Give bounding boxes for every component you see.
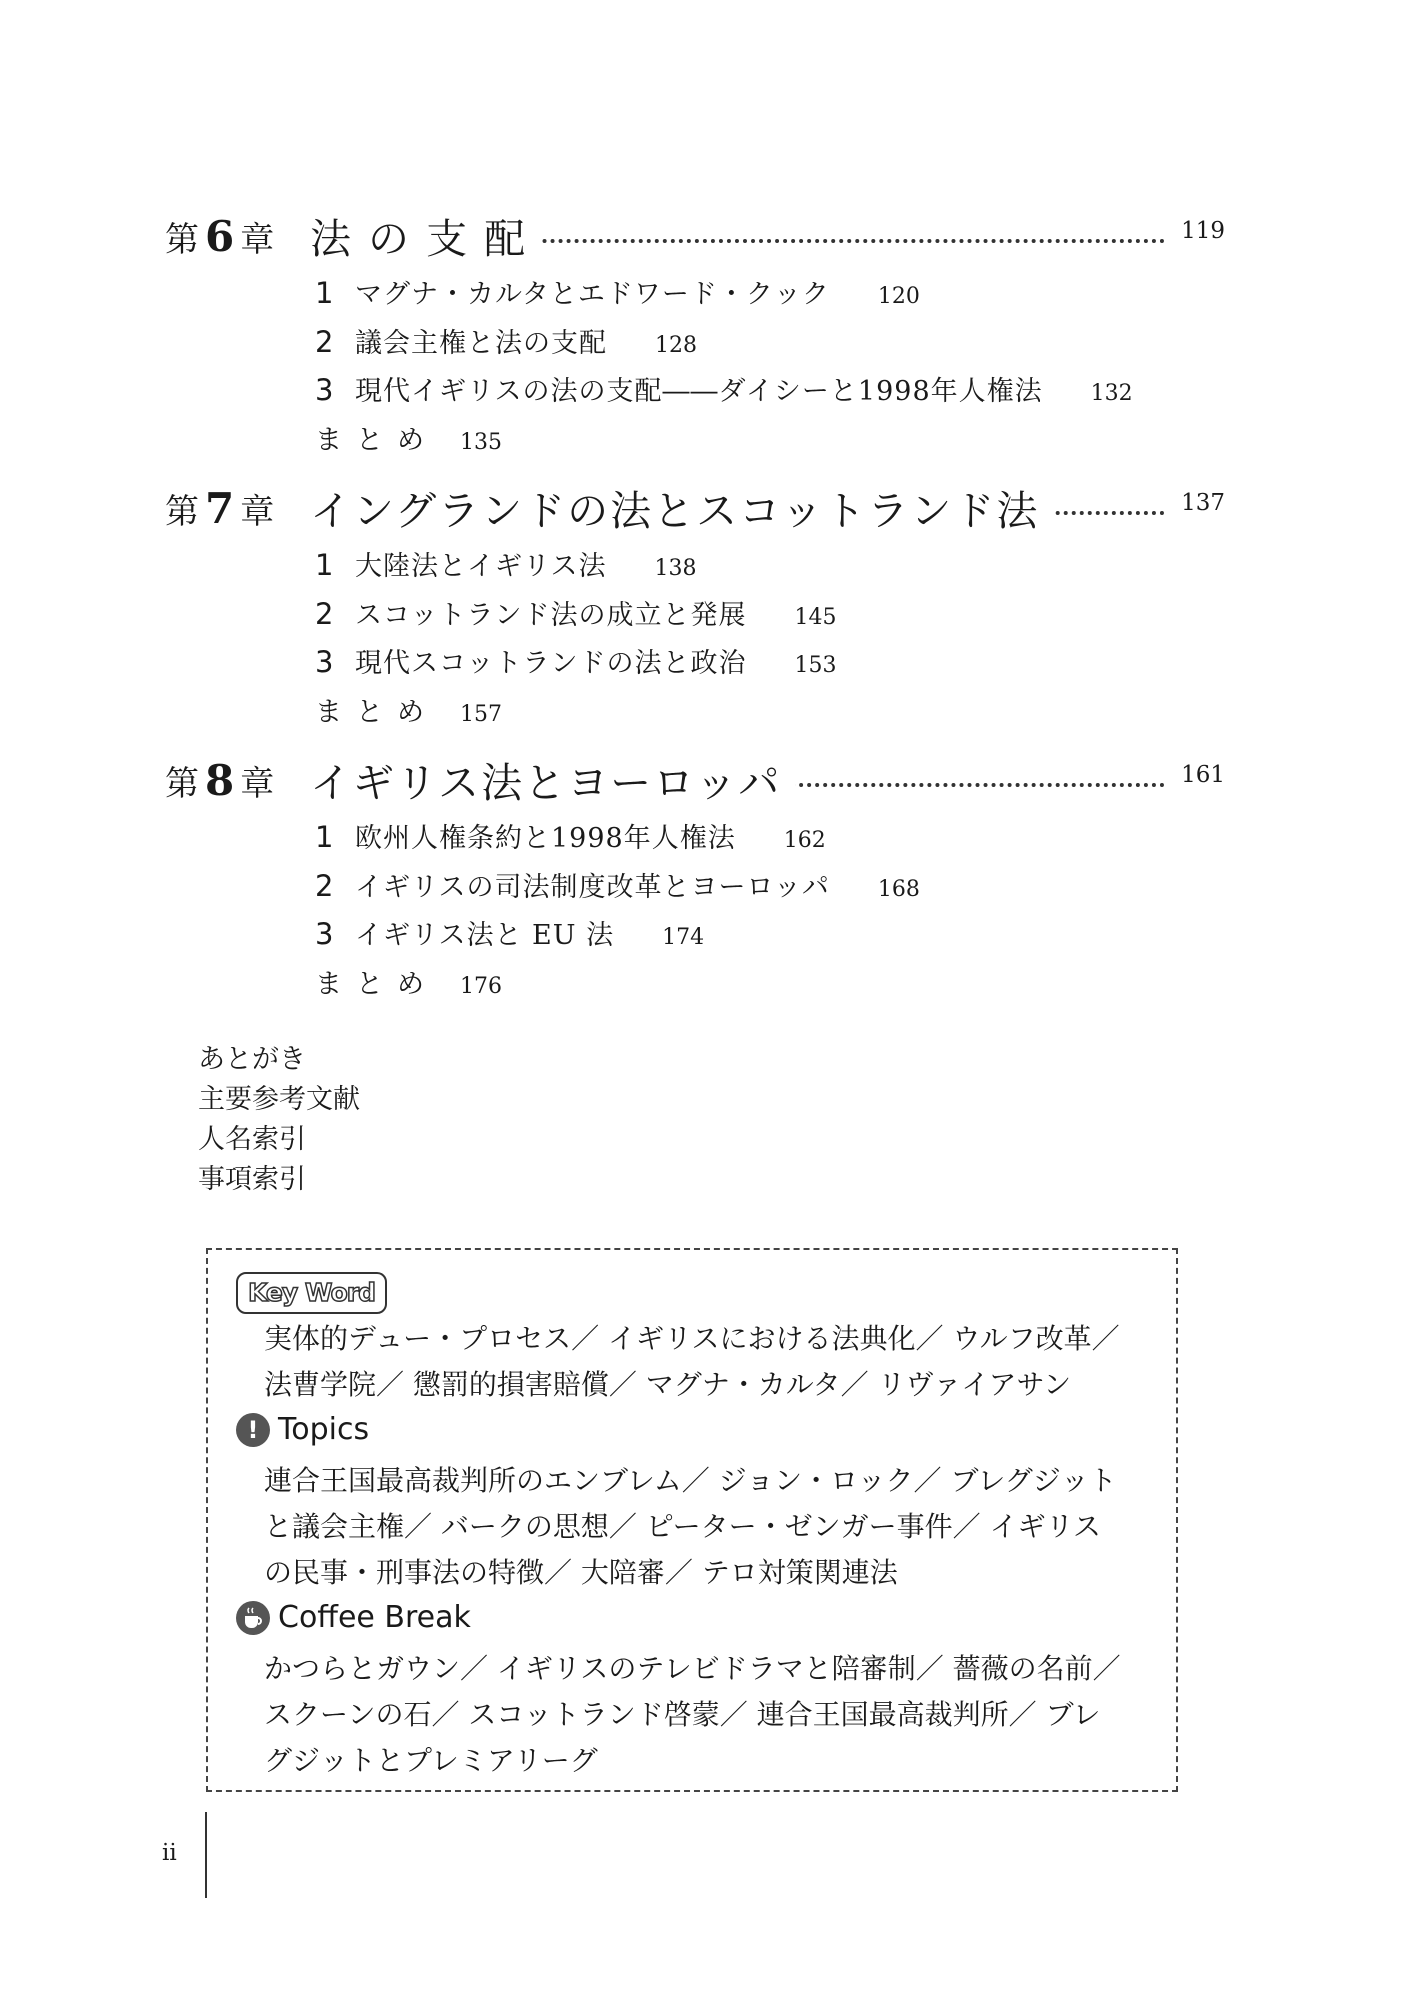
section-entry: 3 現代スコットランドの法と政治 153: [315, 645, 837, 679]
chapter-title: 法 の 支 配: [310, 206, 541, 265]
backmatter-item: あとがき: [198, 1044, 306, 1075]
topics-label: Topics: [278, 1412, 370, 1447]
coffee-cup-icon: [236, 1601, 270, 1635]
section-entry: 2 議会主権と法の支配 128: [315, 325, 697, 359]
summary-entry: まとめ 176: [315, 969, 502, 1000]
chapter-page: 161: [1181, 762, 1225, 788]
section-entry: 1 大陸法とイギリス法 138: [315, 548, 697, 582]
coffee-line: グジットとプレミアリーグ: [264, 1744, 598, 1777]
backmatter-list: [198, 1040, 360, 1200]
backmatter-item: 人名索引: [198, 1124, 306, 1155]
topics-heading: [236, 1412, 369, 1447]
section-entry: 2 イギリスの司法制度改革とヨーロッパ 168: [315, 869, 920, 903]
chapter-heading: [165, 206, 1225, 266]
topics-line: と議会主権／ バークの思想／ ピーター・ゼンガー事件／ イギリス: [264, 1510, 1102, 1543]
chapter-page: 137: [1181, 490, 1225, 516]
keyword-line: 法曹学院／ 懲罰的損害賠償／ マグナ・カルタ／ リヴァイアサン: [264, 1368, 1072, 1401]
section-entry: 1 マグナ・カルタとエドワード・クック 120: [315, 276, 920, 310]
chapter-heading: [165, 478, 1225, 538]
coffee-label: Coffee Break: [278, 1600, 471, 1635]
chapter-label: 第 6 章: [165, 212, 275, 261]
chapter-heading: [165, 750, 1225, 810]
section-entry: 2 スコットランド法の成立と発展 145: [315, 597, 837, 631]
section-entry: 3 イギリス法と EU 法 174: [315, 917, 705, 951]
keyword-badge: Key Word: [236, 1272, 387, 1314]
topics-line: の民事・刑事法の特徴／ 大陪審／ テロ対策関連法: [264, 1556, 898, 1589]
coffee-heading: [236, 1600, 471, 1635]
keyword-line: 実体的デュー・プロセス／ イギリスにおける法典化／ ウルフ改革／: [264, 1322, 1120, 1355]
section-entry: 3 現代イギリスの法の支配――ダイシーと1998年人権法 132: [315, 373, 1133, 407]
chapter-label: 第 8 章: [165, 756, 275, 805]
feature-box: [206, 1248, 1178, 1792]
chapter-label: 第 7 章: [165, 484, 275, 533]
section-entry: 1 欧州人権条約と1998年人権法 162: [315, 820, 826, 854]
coffee-line: スクーンの石／ スコットランド啓蒙／ 連合王国最高裁判所／ ブレ: [264, 1698, 1101, 1731]
backmatter-item: 事項索引: [198, 1164, 306, 1195]
chapter-title: イングランドの法とスコットランド法: [310, 478, 1053, 537]
summary-entry: まとめ 135: [315, 425, 502, 456]
chapter-page: 119: [1181, 218, 1225, 244]
summary-entry: まとめ 157: [315, 697, 502, 728]
page-number: ii: [162, 1840, 177, 1866]
exclamation-icon: !: [236, 1413, 270, 1447]
topics-line: 連合王国最高裁判所のエンブレム／ ジョン・ロック／ ブレグジット: [264, 1464, 1117, 1497]
backmatter-item: 主要参考文献: [198, 1084, 360, 1115]
chapter-title: イギリス法とヨーロッパ: [310, 750, 795, 809]
coffee-line: かつらとガウン／ イギリスのテレビドラマと陪審制／ 薔薇の名前／: [264, 1652, 1121, 1685]
footer-rule: [205, 1812, 207, 1898]
